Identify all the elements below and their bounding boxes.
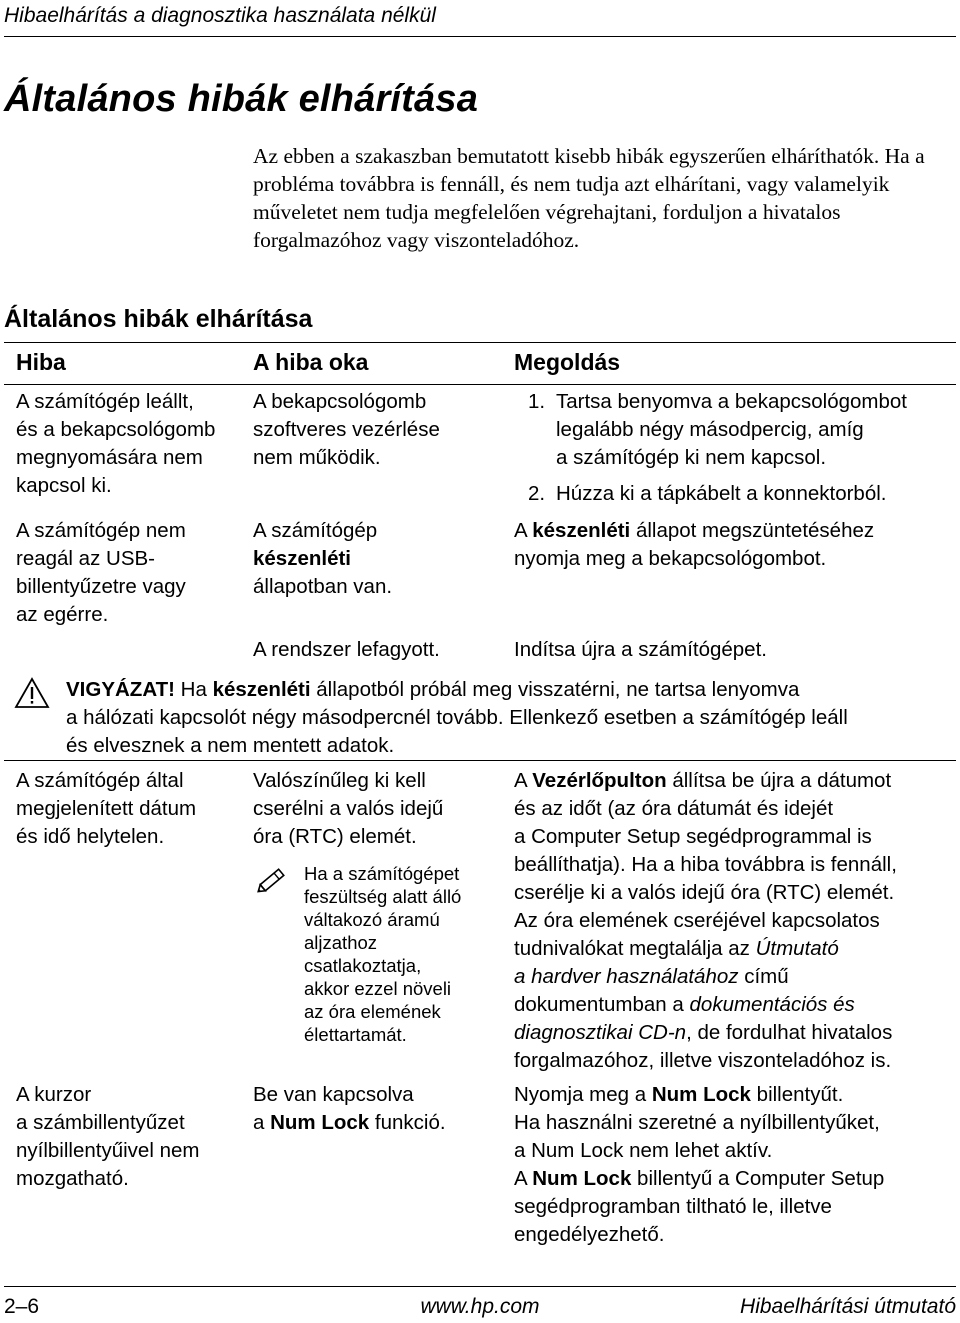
row4-problem: A kurzor a számbillentyűzet nyílbillentyűivel nem mozgatható.: [16, 1083, 200, 1190]
table-top-rule: [4, 342, 956, 343]
row1-step1-number: 1.: [528, 390, 546, 413]
row2-solution: A készenléti állapot megszüntetéséhez nyomja meg a bekapcsológombot.: [514, 519, 875, 570]
caution-bottom-rule: [4, 760, 956, 761]
pencil-note-icon: [254, 862, 290, 898]
row1-problem: A számítógép leállt, és a bekapcsológomb megnyomására nem kapcsol ki.: [16, 390, 216, 497]
caution-note: VIGYÁZAT! Ha készenléti állapotból próbál meg visszatérni, ne tartsa lenyomva a hálózati kapcsolót négy másodpercnél tovább. Ellenkező esetben a számítógép leáll és elvesznek a nem mentett adatok.: [66, 678, 848, 757]
row3-cause: Valószínűleg ki kell cserélni a valós idejű óra (RTC) elemét.: [253, 769, 444, 848]
table-title: Általános hibák elhárítása: [4, 305, 313, 333]
header-rule: [4, 36, 956, 37]
column-header-problem: Hiba: [16, 349, 66, 375]
row1-step1: Tartsa benyomva a bekapcsológombot legalább négy másodpercig, amíg a számítógép ki nem kapcsol.: [556, 390, 907, 469]
page-number: 2–6: [4, 1295, 40, 1318]
page-title: Általános hibák elhárítása: [4, 78, 479, 120]
row2b-solution: Indítsa újra a számítógépet.: [514, 638, 767, 661]
row1-cause: A bekapcsológomb szoftveres vezérlése nem működik.: [253, 390, 440, 469]
row3-problem: A számítógép által megjelenített dátum és idő helytelen.: [16, 769, 197, 848]
intro-paragraph: Az ebben a szakaszban bemutatott kisebb hibák egyszerűen elháríthatók. Ha a probléma továbbra is fennáll, és nem tudja azt elhárítani, vagy valamelyik műveletet nem tudja megfelelően végrehajtani, forduljon a hivatalos forgalmazóhoz vagy viszonteladóhoz.: [253, 144, 925, 252]
row3-note: Ha a számítógépet feszültség alatt álló váltakozó áramú aljzathoz csatlakoztatja, akkor ezzel növeli az óra elemének élettartamát.: [304, 863, 462, 1045]
row1-step2: Húzza ki a tápkábelt a konnektorból.: [556, 482, 887, 505]
row3-solution: A Vezérlőpulton állítsa be újra a dátumot és az időt (az óra dátumát és idejét a Computer Setup segédprogrammal is beállíthatja). Ha a hiba továbbra is fennáll, cserélje ki a valós idejű óra (RTC) elemét. Az óra elemének cseréjével kapcsolatos tudnivalókat megtalálja az Útmutató a hardver használatához című dokumentumban a dokumentációs és diagnosztikai CD-n, de fordulhat hivatalos forgalmazóhoz, illetve viszonteladóhoz is.: [514, 769, 897, 1072]
footer-title: Hibaelhárítási útmutató: [740, 1295, 956, 1318]
footer-rule: [4, 1286, 956, 1287]
header-bottom-rule: [4, 384, 956, 385]
column-header-solution: Megoldás: [514, 349, 621, 375]
row2b-cause: A rendszer lefagyott.: [253, 638, 440, 661]
row4-cause: Be van kapcsolva a Num Lock funkció.: [253, 1083, 446, 1134]
column-header-cause: A hiba oka: [253, 349, 369, 375]
running-header: Hibaelhárítás a diagnosztika használata nélkül: [4, 4, 436, 27]
footer-url: www.hp.com: [420, 1295, 540, 1318]
row2-cause: A számítógép készenléti állapotban van.: [253, 519, 393, 598]
row1-step2-number: 2.: [528, 482, 546, 505]
caution-label: VIGYÁZAT!: [66, 678, 175, 701]
row4-solution: Nyomja meg a Num Lock billentyűt. Ha használni szeretné a nyílbillentyűket, a Num Lock nem lehet aktív. A Num Lock billentyű a Computer Setup segédprogramban tiltható le, illetve engedélyezhető.: [514, 1083, 885, 1246]
row2-problem: A számítógép nem reagál az USB- billentyűzetre vagy az egérre.: [16, 519, 186, 626]
warning-triangle-icon: [14, 676, 50, 710]
